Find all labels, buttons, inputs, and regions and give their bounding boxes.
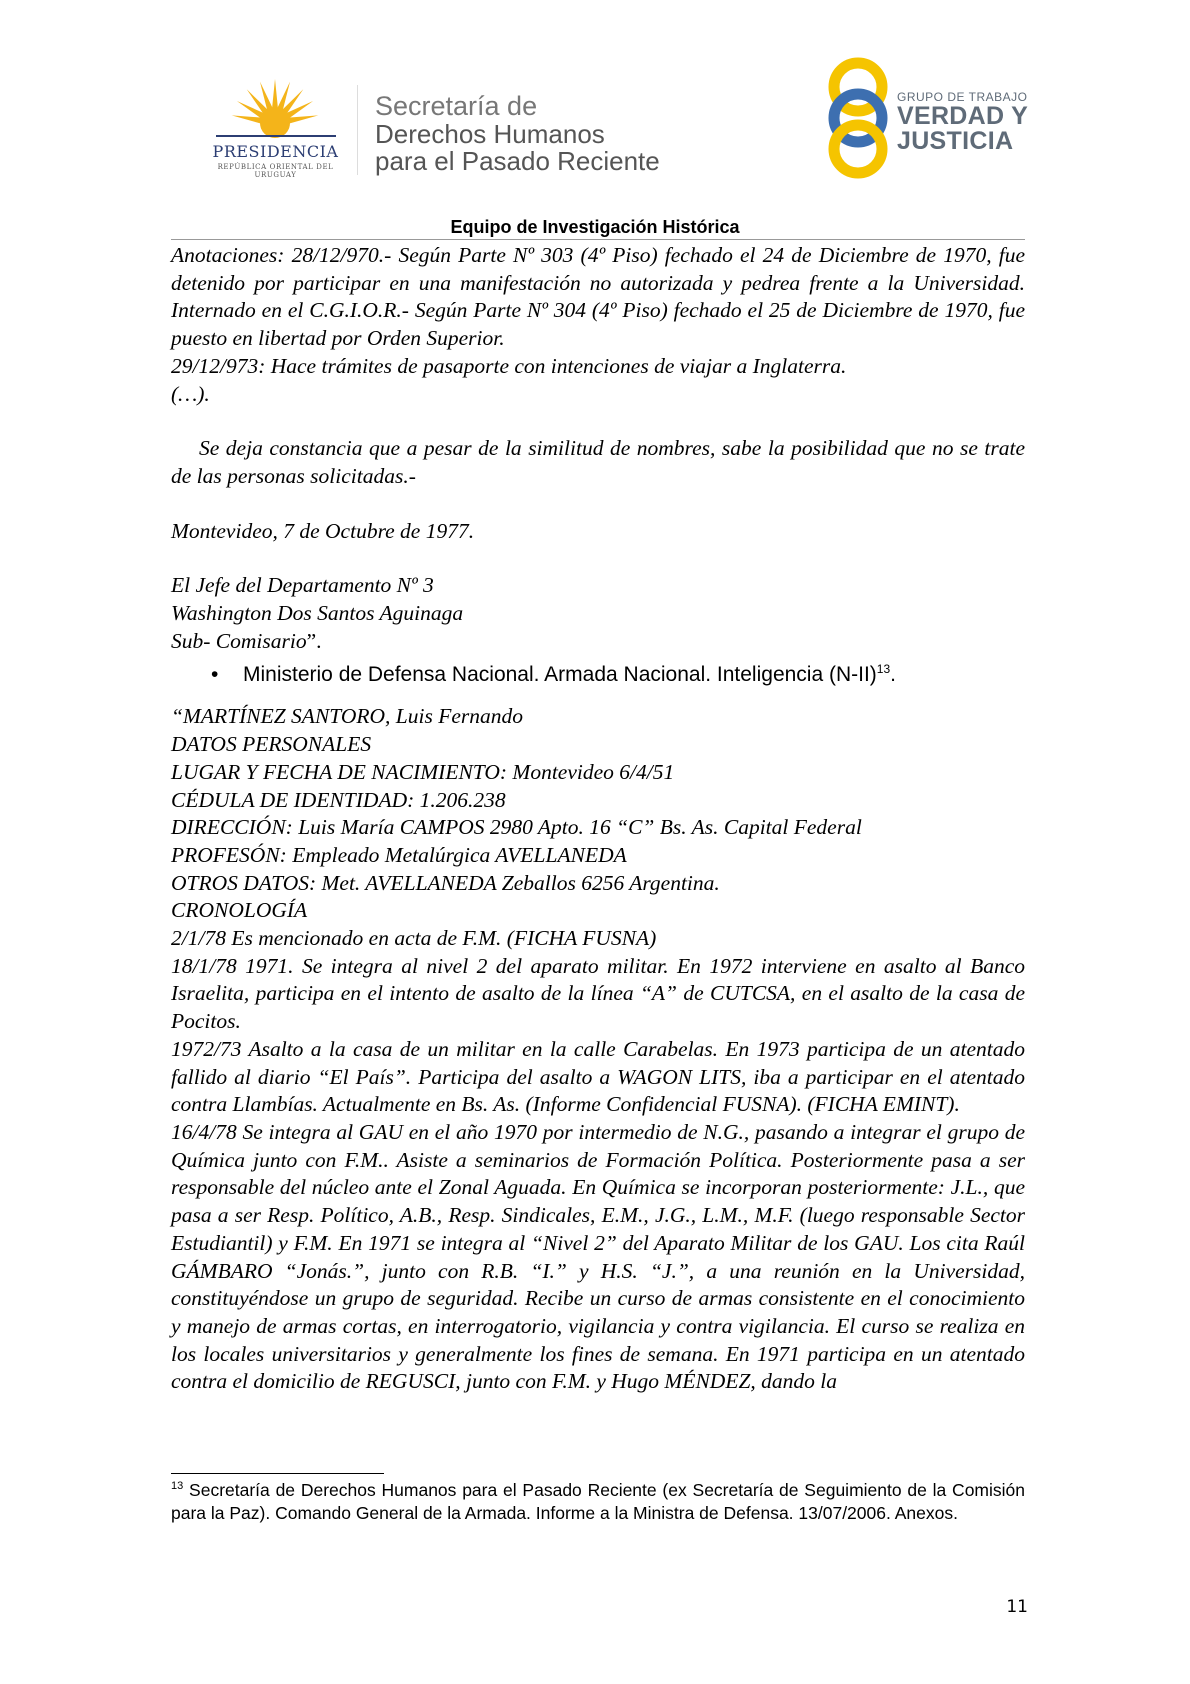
bullet-end: . [890,663,896,687]
secretaria-line-1: Secretaría de [375,91,538,121]
closing-quote: ”. [306,628,322,653]
record-entry-1: 2/1/78 Es mencionado en acta de F.M. (FICHA FUSNA) [171,926,657,951]
grupo-trabajo-text [897,90,1028,154]
pasaporte-paragraph: 29/12/973: Hace trámites de pasaporte con intenciones de viajar a Inglaterra. [171,353,847,378]
grupo-trabajo-label: GRUPO DE TRABAJO [897,90,1028,104]
signature-rank: Sub- Comisario [171,628,307,653]
record-cronologia: CRONOLOGÍA [171,898,308,923]
signature-line-1: El Jefe del Departamento Nº 3 [171,573,434,598]
constancia-paragraph: Se deja constancia que a pesar de la similitud de nombres, sabe la posibilidad que no se trate de las personas solicitadas.- [171,436,1025,488]
source-bullet [171,661,1025,689]
page-number: 11 [1006,1597,1028,1617]
secretaria-line-2: Derechos Humanos [375,119,605,149]
record-profesion: PROFESÓN: Empleado Metalúrgica AVELLANEDA [171,842,627,867]
secretaria-logo-text [375,91,660,175]
secretaria-line-3: para el Pasado Reciente [375,146,660,176]
ellipsis-paragraph: (…). [171,381,210,406]
record-otros: OTROS DATOS: Met. AVELLANEDA Zeballos 6256 Argentina. [171,870,720,895]
record-name: “MARTÍNEZ SANTORO, Luis Fernando [171,704,523,729]
record-datos: DATOS PERSONALES [171,732,372,757]
record-entry-2: 18/1/78 1971. Se integra al nivel 2 del aparato militar. En 1972 interviene en asalto al Banco Israelita, participa en el intento de asalto de la línea “A” de CUTCSA, en el asalto de la casa de Pocitos. [171,953,1025,1034]
bullet-icon: • [211,663,219,687]
justicia-label: JUSTICIA [897,127,1014,155]
footnote-text: Secretaría de Derechos Humanos para el Pasado Reciente (ex Secretaría de Seguimiento de la Comisión para la Paz). Comando General de la Armada. Informe a la Ministra de Defensa. 13/07/2006. Anexos. [171,1480,1025,1523]
footnote-rule [171,1473,384,1474]
bullet-text: Ministerio de Defensa Nacional. Armada Nacional. Inteligencia (N-II) [243,663,877,687]
verdad-label: VERDAD Y [897,102,1029,130]
record-cedula: CÉDULA DE IDENTIDAD: 1.206.238 [171,787,506,812]
record-direccion: DIRECCIÓN: Luis María CAMPOS 2980 Apto. 16 “C” Bs. As. Capital Federal [171,815,862,840]
footnote-number: 13 [171,1480,184,1493]
header-rule [171,239,1025,240]
record-entry-3: 1972/73 Asalto a la casa de un militar en la calle Carabelas. En 1973 participa de un atentado fallido al diario “El País”. Participa del asalto a WAGON LITS, iba a participar en el atentado contra Llambías. Actualmente en Bs. As. (Informe Confidencial FUSNA). (FICHA EMINT). [171,1036,1025,1117]
record-lugar: LUGAR Y FECHA DE NACIMIENTO: Montevideo 6/4/51 [171,759,675,784]
footnote-ref: 13 [876,662,891,677]
date-line: Montevideo, 7 de Octubre de 1977. [171,518,475,543]
signature-line-2: Washington Dos Santos Aguinaga [171,601,464,626]
page-header [0,55,1190,185]
sun-icon [198,77,353,141]
document-body [171,242,1025,1396]
signature-line-3 [171,628,1025,656]
republica-text: REPÚBLICA ORIENTAL DEL URUGUAY [217,163,334,179]
equipo-title: Equipo de Investigación Histórica [450,217,740,237]
header-divider [357,85,358,175]
record-entry-4: 16/4/78 Se integra al GAU en el año 1970 por intermedio de N.G., pasando a integrar el grupo de Química junto con F.M.. Asiste a seminarios de Formación Política. Posteriormente pasa a ser responsable del núcleo ante el Zonal Aguada. En Química se incorporan posteriormente: J.L., que pasa a ser Resp. Político, A.B., Resp. Sindicales, E.M., J.G., L.M., M.F. (luego responsable Sector Estudiantil) y F.M. En 1971 se integra al “Nivel 2” del Aparato Militar de los GAU. Los cita Raúl GÁMBARO “Jonás.”, junto con R.B. “I.” y H.S. “J.”, a una reunión en la Universidad, constituyéndose un grupo de seguridad. Recibe un curso de armas consistente en el conocimiento y manejo de armas cortas, en interrogatorio, vigilancia y contra vigilancia. El curso se realiza en los locales universitarios y generalmente los fines de semana. En 1971 participa en un atentado contra el domicilio de REGUSCI, junto con F.M. y Hugo MÉNDEZ, dando la [171,1119,1025,1394]
anotaciones-paragraph: Anotaciones: 28/12/970.- Según Parte Nº 303 (4º Piso) fechado el 24 de Diciembre de 1970, fue detenido por participar en una manifestación no autorizada y pedrea frente a la Universidad. Internado en el C.G.I.O.R.- Según Parte Nº 304 (4º Piso) fechado el 25 de Diciembre de 1970, fue puesto en libertad por Orden Superior. [171,243,1025,351]
presidencia-text: PRESIDENCIA [212,142,339,161]
presidencia-logo [198,77,353,177]
footnote [171,1479,1025,1525]
